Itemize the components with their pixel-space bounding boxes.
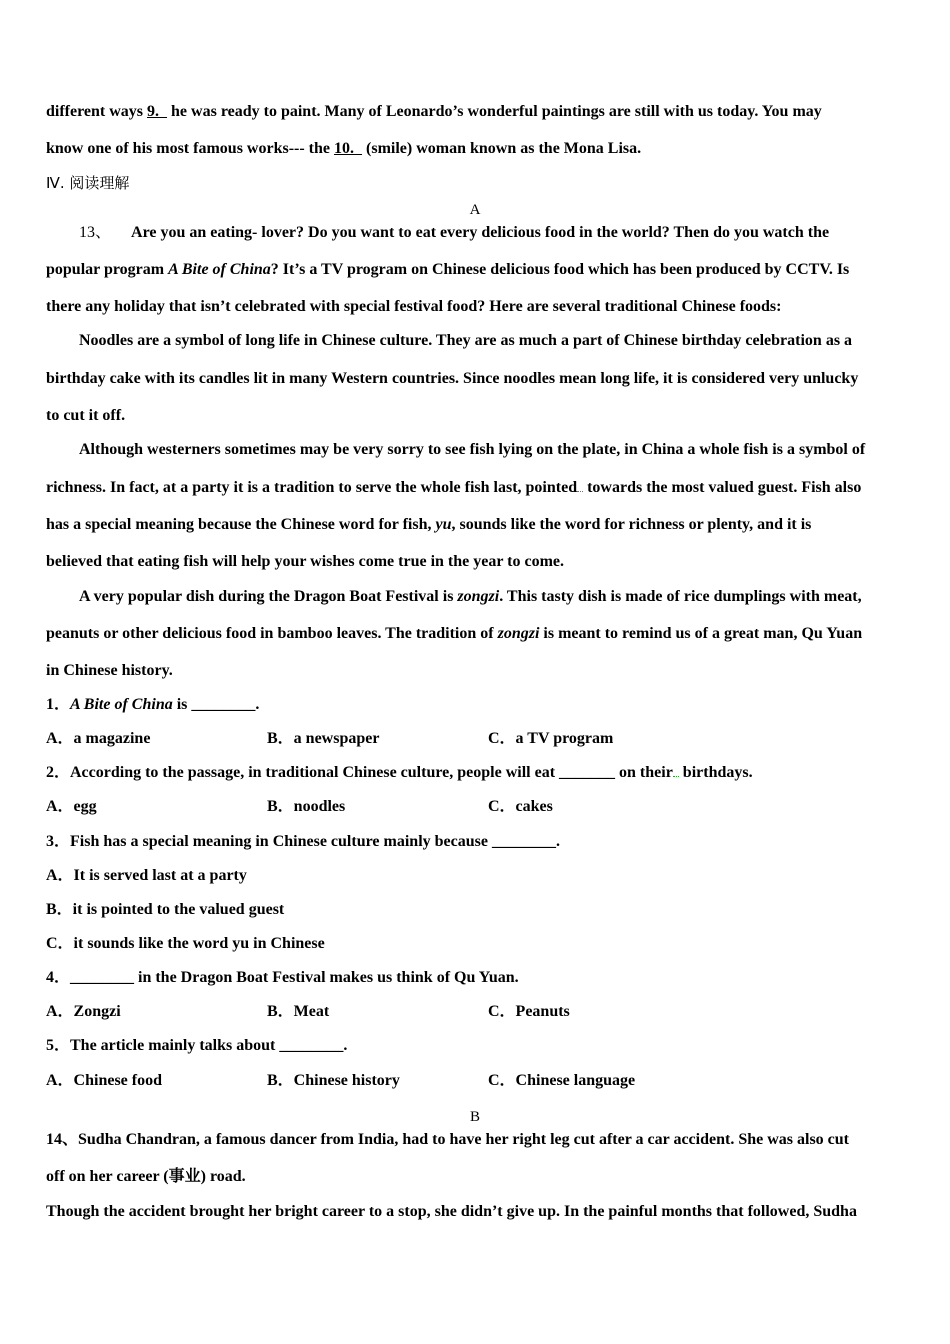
option-5b[interactable]: B．Chinese history <box>267 1072 400 1089</box>
text-line: to cut it off. <box>46 407 126 424</box>
option-4b[interactable]: B．Meat <box>267 1003 330 1020</box>
text-line: know one of his most famous works--- the 10. (smile) woman known as the Mona Lisa. <box>46 140 642 157</box>
question-2: 2．According to the passage, in traditional Chinese culture, people will eat _______ on their birthdays. <box>46 764 753 781</box>
option-3a[interactable]: A．It is served last at a party <box>46 867 247 884</box>
passage-label-a: A <box>469 202 481 218</box>
option-5c[interactable]: C．Chinese language <box>488 1072 636 1089</box>
text-line: in Chinese history. <box>46 662 173 679</box>
text-line: has a special meaning because the Chinese word for fish, yu, sounds like the word for richness or plenty, and it is <box>46 516 812 533</box>
text-line: 13、 Are you an eating- lover? Do you want to eat every delicious food in the world? Then do you watch the <box>79 224 830 241</box>
option-1b[interactable]: B．a newspaper <box>267 730 380 747</box>
text-line: 14、Sudha Chandran, a famous dancer from India, had to have her right leg cut after a car accident. She was also cut <box>46 1131 849 1148</box>
text-line: Although westerners sometimes may be very sorry to see fish lying on the plate, in China a whole fish is a symbol of <box>79 441 866 458</box>
blank-9[interactable]: 9. <box>147 103 160 120</box>
option-1a[interactable]: A．a magazine <box>46 730 151 747</box>
text-line: off on her career (事业) road. <box>46 1168 246 1185</box>
option-3b[interactable]: B．it is pointed to the valued guest <box>46 901 285 918</box>
option-1c[interactable]: C．a TV program <box>488 730 614 747</box>
option-5a[interactable]: A．Chinese food <box>46 1072 163 1089</box>
text-line: Noodles are a symbol of long life in Chinese culture. They are as much a part of Chinese birthday celebration as a <box>79 332 853 349</box>
blank-10[interactable]: 10. <box>334 140 355 157</box>
question-4: 4．________ in the Dragon Boat Festival makes us think of Qu Yuan. <box>46 969 519 986</box>
option-3c[interactable]: C．it sounds like the word yu in Chinese <box>46 935 325 952</box>
option-4c[interactable]: C．Peanuts <box>488 1003 570 1020</box>
question-1: 1．A Bite of China is ________. <box>46 696 260 713</box>
question-5: 5．The article mainly talks about ________. <box>46 1037 348 1054</box>
option-4a[interactable]: A．Zongzi <box>46 1003 121 1020</box>
question-3: 3．Fish has a special meaning in Chinese culture mainly because ________. <box>46 833 560 850</box>
text-line: believed that eating fish will help your wishes come true in the year to come. <box>46 553 565 570</box>
passage-label-b: B <box>469 1109 480 1125</box>
option-2a[interactable]: A．egg <box>46 798 97 815</box>
text-line: richness. In fact, at a party it is a tradition to serve the whole fish last, pointed towards the most valued guest. Fish also <box>46 479 862 496</box>
option-2b[interactable]: B．noodles <box>267 798 346 815</box>
text-line: A very popular dish during the Dragon Boat Festival is zongzi. This tasty dish is made of rice dumplings with meat, <box>79 588 862 605</box>
option-2c[interactable]: C．cakes <box>488 798 553 815</box>
text-line: popular program A Bite of China? It’s a TV program on Chinese delicious food which has been produced by CCTV. Is <box>46 261 850 278</box>
text-line: different ways 9. he was ready to paint. Many of Leonardo’s wonderful paintings are still with us today. You may <box>46 103 822 120</box>
text-line: there any holiday that isn’t celebrated with special festival food? Here are several traditional Chinese foods: <box>46 298 782 315</box>
text-line: Though the accident brought her bright career to a stop, she didn’t give up. In the painful months that followed, Sudha <box>46 1203 857 1220</box>
section-heading: Ⅳ. 阅读理解 <box>46 174 130 192</box>
text-line: peanuts or other delicious food in bamboo leaves. The tradition of zongzi is meant to remind us of a great man, Qu Yuan <box>46 625 863 642</box>
text-line: birthday cake with its candles lit in many Western countries. Since noodles mean long life, it is considered very unlucky <box>46 370 859 387</box>
